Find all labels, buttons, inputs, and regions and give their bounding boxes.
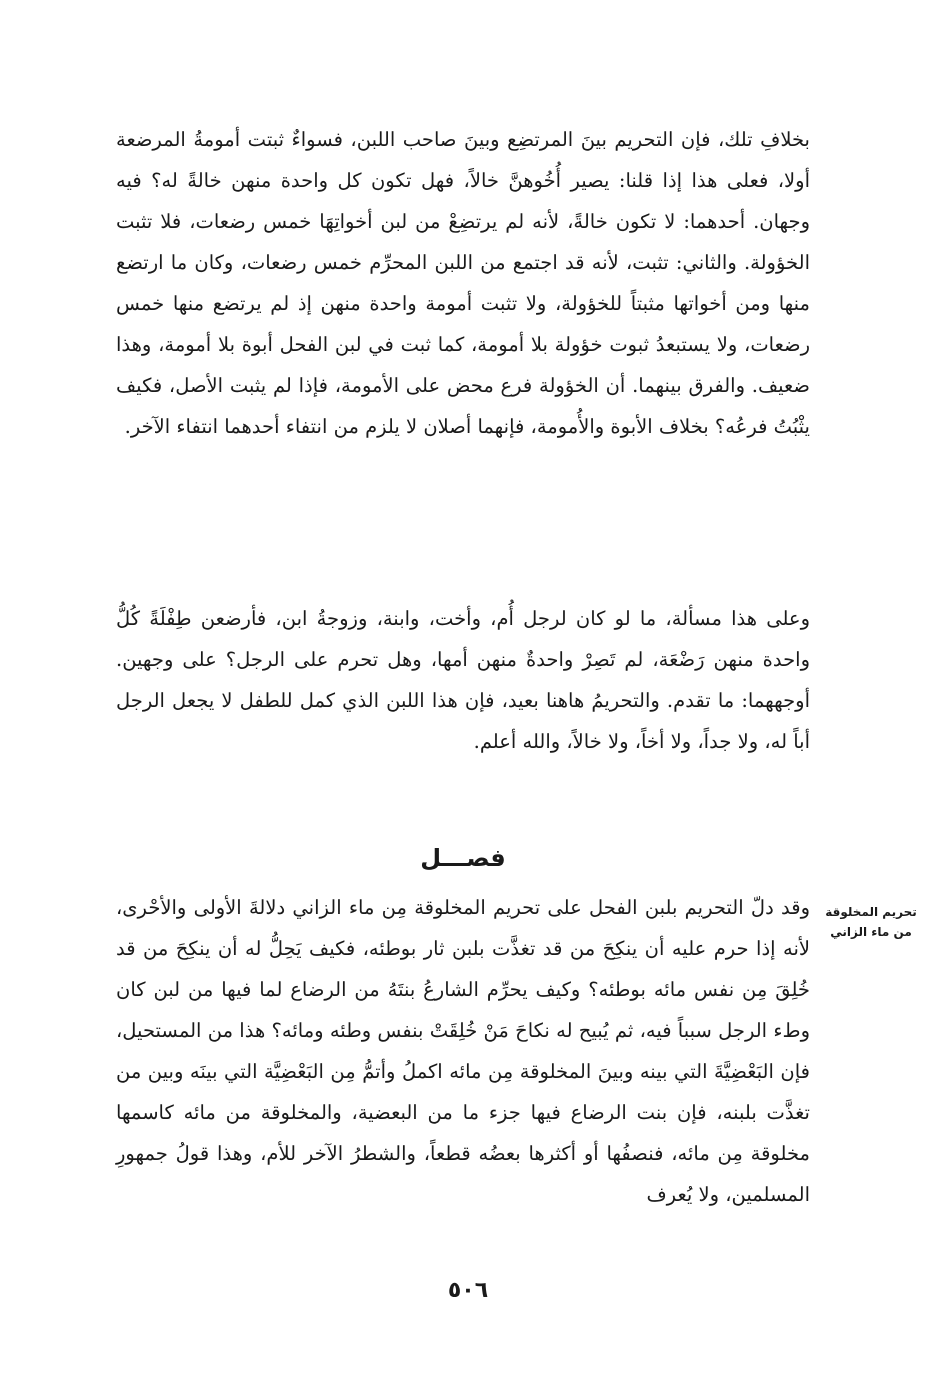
paragraph-3: وقد دلّ التحريم بلبن الفحل على تحريم المخلوقة مِن ماء الزاني دلالةَ الأولى والأحْرى، لأنه إذا حرم عليه أن ينكِحَ من قد تغذَّت بلبن ثار بوطئه، فكيف يَحِلُّ له أن ينكِحَ من قد خُلِقَ مِن نفس مائه بوطئه؟ وكيف يحرِّم الشارعُ بنتَهُ من الرضاع لما فيها من لبن كان وطء الرجل سبباً فيه، ثم يُبيح له نكاحَ مَنْ خُلِقَتْ بنفس وطئه ومائه؟ هذا من المستحيل، فإن البَعْضِيَّةَ التي بينه وبينَ المخلوقة مِن مائه اكملُ وأتمُّ مِن البَعْضِيَّة التي بينَه وبين من تغذَّت بلبنه، فإن بنت الرضاع فيها جزء ما من البعضية، والمخلوقة من مائه كاسمها مخلوقة مِن مائه، فنصفُها أو أكثرها بعضُه قطعاً، والشطرُ الآخر للأم، وهذا قولُ جمهورِ المسلمين، ولا يُعرف bbox=[116, 896, 810, 1206]
paragraph-2: وعلى هذا مسألة، ما لو كان لرجل أُم، وأخت، وابنة، وزوجةُ ابن، فأرضعن طِفْلَةً كُلُّ واحدة منهن رَضْعَة، لم تَصِرْ واحدةٌ منهن أمها، وهل تحرم على الرجل؟ على وجهين. أوجههما: ما تقدم. والتحريمُ هاهنا بعيد، فإن هذا اللبن الذي كمل للطفل لا يجعل الرجل أباً له، ولا جداً، ولا أخاً، ولا خالاً، والله أعلم. bbox=[116, 607, 810, 753]
page-number: ٥٠٦ bbox=[447, 1278, 489, 1303]
paragraph-1: بخلافِ تلك، فإن التحريم بينَ المرتضِع وبينَ صاحب اللبن، فسواءٌ ثبتت أمومةُ المرضعة أولا، فعلى هذا إذا قلنا: يصير أُخُوهنَّ خالاً، فهل تكون كل واحدة منهن خالةً له؟ فيه وجهان. أحدهما: لا تكون خالةً، لأنه لم يرتضِعْ من لبن أخواتِهَا خمس رضعات، فلا تثبت الخؤولة. والثاني: تثبت، لأنه قد اجتمع من اللبن المحرِّم خمس رضعات، وكان ما ارتضع منها ومن أخواتها مثبتاً للخؤولة، ولا تثبت أمومة واحدة منهن إذ لم يرتضع منها خمس رضعات، ولا يستبعدُ ثبوت خؤولة بلا أمومة، كما ثبت في لبن الفحل أبوة بلا أمومة، وهذا ضعيف. والفرق بينهما. أن الخؤولة فرع محض على الأمومة، فإذا لم يثبت الأصل، فكيف يثْبُتُ فرعُه؟ بخلاف الأبوة والأُمومة، فإنهما أصلان لا يلزم من انتفاء أحدهما انتفاء الآخر. bbox=[116, 128, 810, 438]
margin-note: تحريم المخلوقة من ماء الزاني bbox=[825, 905, 917, 939]
section-heading: فصـــل bbox=[420, 844, 506, 872]
